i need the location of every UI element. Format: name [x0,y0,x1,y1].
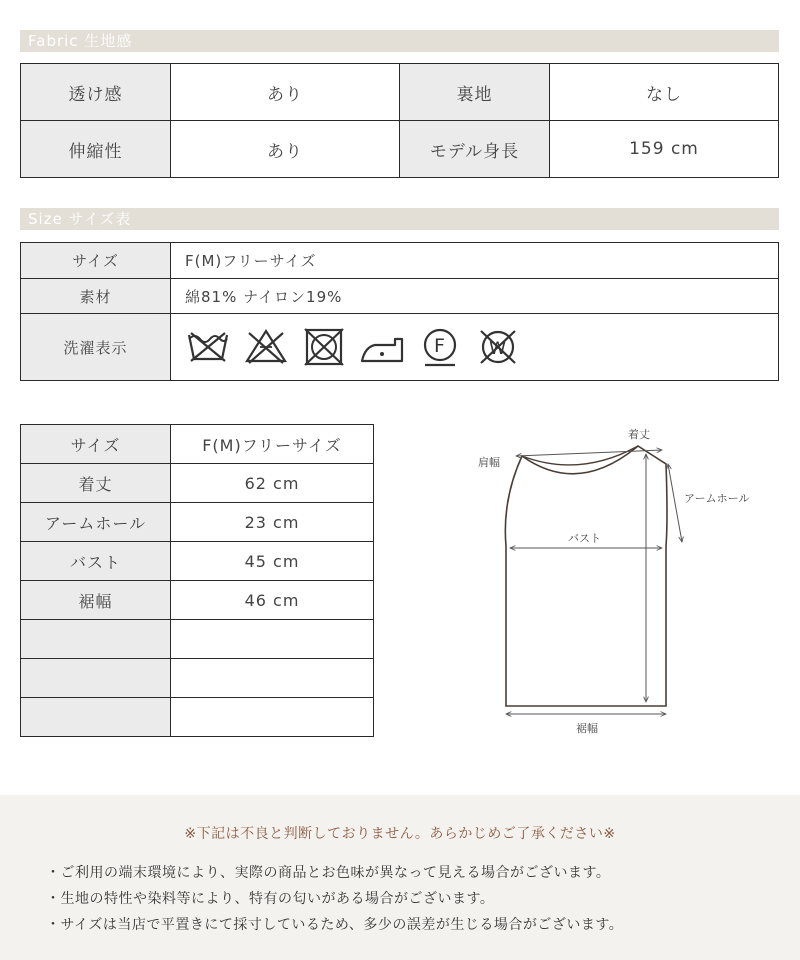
table-row [21,64,779,121]
table-row [21,425,374,464]
empty-label [21,620,171,659]
fabric-section-header: Fabric 生地感 [20,30,779,52]
svg-text:W: W [489,339,507,359]
lining-value: なし [550,64,779,121]
measurement-table [20,424,374,737]
bust-annotation: バスト [568,532,601,545]
no-tumble-dry-icon [301,327,347,367]
dry-clean-f-icon [417,327,463,367]
stretch-value: あり [171,121,400,178]
bust-value: 45 cm [171,542,374,581]
care-label: 洗濯表示 [21,314,171,381]
svg-text:F: F [434,335,446,357]
table-row [21,503,374,542]
garment-outline [505,446,667,706]
no-wet-clean-icon [475,327,521,367]
empty-value [171,620,374,659]
notes-heading: ※下記は不良と判断しておりません。あらかじめご了承ください※ [184,826,616,842]
table-row [21,243,779,279]
table-row [21,698,374,737]
size-section-header: Size サイズ表 [20,208,779,230]
note-item: ・生地の特性や染料等により、特有の匂いがある場合がございます。 [46,891,495,907]
table-row [21,659,374,698]
material-label: 素材 [21,279,171,314]
table-row [21,314,779,381]
note-item: ・ご利用の端末環境により、実際の商品とお色味が異なって見える場合がございます。 [46,865,611,881]
size-value: F(M)フリーサイズ [171,243,779,279]
table-row [21,279,779,314]
armhole-annotation: アームホール [684,492,750,505]
spec-table [20,242,779,381]
size-label: サイズ [21,243,171,279]
care-icons [171,314,779,381]
table-row [21,542,374,581]
transparency-label: 透け感 [21,64,171,121]
length-annotation: 着丈 [628,428,650,441]
length-label: 着丈 [21,464,171,503]
empty-value [171,698,374,737]
shoulder-annotation: 肩幅 [478,456,500,469]
table-row [21,464,374,503]
length-value: 62 cm [171,464,374,503]
table-row [21,121,779,178]
bust-label: バスト [21,542,171,581]
empty-label [21,659,171,698]
measure-header-label: サイズ [21,425,171,464]
fabric-table [20,63,779,178]
lining-label: 裏地 [400,64,550,121]
note-item: ・サイズは当店で平置きにて採寸しているため、多少の誤差が生じる場合がございます。 [46,917,624,933]
model-height-value: 159 cm [550,121,779,178]
no-bleach-icon [243,327,289,367]
iron-low-icon [359,327,405,367]
notes-section [0,795,800,960]
armhole-value: 23 cm [171,503,374,542]
no-wash-icon [185,327,231,367]
table-row [21,620,374,659]
measure-header-value: F(M)フリーサイズ [171,425,374,464]
transparency-value: あり [171,64,400,121]
armhole-label: アームホール [21,503,171,542]
hem-label: 裾幅 [21,581,171,620]
garment-diagram [470,420,780,750]
hem-annotation: 裾幅 [576,722,598,735]
stretch-label: 伸縮性 [21,121,171,178]
empty-label [21,698,171,737]
hem-value: 46 cm [171,581,374,620]
model-height-label: モデル身長 [400,121,550,178]
material-value: 綿81% ナイロン19% [171,279,779,314]
table-row [21,581,374,620]
empty-value [171,659,374,698]
